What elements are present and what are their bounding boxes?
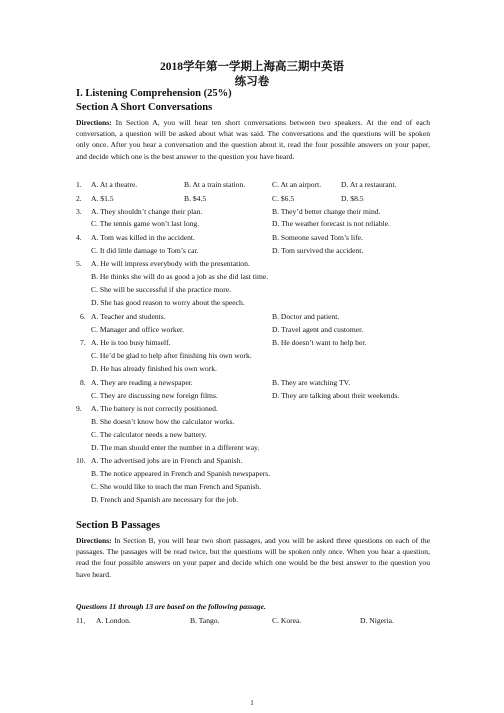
q6-option-d: D. Travel agent and customer.	[272, 325, 364, 334]
sectionB-heading: Section B Passages	[76, 520, 160, 531]
sectionA-heading: Section A Short Conversations	[76, 102, 213, 113]
passage-note: Questions 11 through 13 are based on the following passage.	[76, 602, 266, 611]
q6-option-a: A. Teacher and students.	[91, 312, 166, 321]
q9-option-d: D. The man should enter the number in a different way.	[91, 443, 260, 452]
q1-option-b: B. At a train station.	[184, 180, 246, 189]
q9-num: 9.	[76, 404, 82, 413]
q4-option-b: B. Someone saved Tom’s life.	[272, 233, 363, 242]
q3-option-d: D. The weather forecast is not reliable.	[272, 219, 390, 228]
q2-num: 2.	[76, 194, 82, 203]
q11-option-b: B. Tango.	[190, 616, 220, 625]
q5-option-b: B. He thinks she will do as good a job as she did last time.	[91, 272, 269, 281]
q7-option-d: D. He has already finished his own work.	[91, 364, 217, 373]
q8-option-c: C. They are discussing new foreign films.	[91, 391, 218, 400]
q11-option-a: A. London.	[96, 616, 131, 625]
q6-option-b: B. Doctor and patient.	[272, 312, 340, 321]
directions-lead: Directions:	[76, 118, 112, 127]
q4-option-d: D. Tom survived the accident.	[272, 246, 364, 255]
sectionB-directions	[76, 535, 430, 580]
q11-option-c: C. Korea.	[272, 616, 302, 625]
q8-option-d: D. They are talking about their weekends.	[272, 391, 400, 400]
q5-option-a: A. He will impress everybody with the presentation.	[91, 259, 250, 268]
q1-num: 1.	[76, 180, 82, 189]
title-line1: 2018学年第一学期上海高三期中英语	[160, 61, 344, 73]
q6-option-c: C. Manager and office worker.	[91, 325, 185, 334]
q4-num: 4.	[76, 233, 82, 242]
q10-option-a: A. The advertised jobs are in French and Spanish.	[91, 456, 243, 465]
q5-option-d: D. She has good reason to worry about the speech.	[91, 298, 245, 307]
q6-num: 6.	[80, 312, 86, 321]
q10-option-c: C. She would like to teach the man French and Spanish.	[91, 482, 261, 491]
q5-option-c: C. She will be successful if she practice more.	[91, 285, 232, 294]
q4-option-c: C. It did little damage to Tom’s car.	[91, 246, 199, 255]
q3-option-b: B. They’d better change their mind.	[272, 207, 381, 216]
q1-option-c: C. At an airport.	[272, 180, 322, 189]
q9-option-a: A. The battery is not correctly positioned.	[91, 404, 218, 413]
q1-option-d: D. At a restaurant.	[341, 180, 397, 189]
q3-num: 3.	[76, 207, 82, 216]
q9-option-c: C. The calculator needs a new battery.	[91, 430, 207, 439]
directions-lead: Directions:	[76, 536, 112, 545]
q7-option-a: A. He is too busy himself.	[91, 338, 171, 347]
q10-option-d: D. French and Spanish are necessary for the job.	[91, 495, 239, 504]
q1-option-a: A. At a theatre.	[91, 180, 138, 189]
directions-body: In Section B, you will hear two short passages, and you will be asked three questions on each of the passages. The passages will be read twice, but the questions will be spoken only once. When you hear a question, read the four possible answers on your paper and decide which one would be the best answer to the question you have heard.	[76, 536, 430, 579]
page-number: 1	[250, 699, 254, 707]
q5-num: 5.	[76, 259, 82, 268]
title-line2: 练习卷	[234, 76, 270, 88]
q2-option-d: D. $8.5	[341, 194, 364, 203]
q2-option-b: B. $4.5	[184, 194, 207, 203]
part1-heading: I. Listening Comprehension (25%)	[76, 88, 232, 99]
sectionA-directions	[76, 117, 430, 162]
q10-num: 10.	[76, 456, 86, 465]
q7-option-b: B. He doesn’t want to help her.	[272, 338, 367, 347]
q3-option-c: C. The tennis game won’t last long.	[91, 219, 200, 228]
q2-option-a: A. $1.5	[91, 194, 114, 203]
q3-option-a: A. They shouldn’t change their plan.	[91, 207, 203, 216]
q10-option-b: B. The notice appeared in French and Spanish newspapers.	[91, 469, 271, 478]
q4-option-a: A. Tom was killed in the accident.	[91, 233, 195, 242]
q11-num: 11．	[76, 616, 91, 625]
q8-option-b: B. They are watching TV.	[272, 378, 351, 387]
q8-option-a: A. They are reading a newspaper.	[91, 378, 193, 387]
directions-body: In Section A, you will hear ten short conversations between two speakers. At the end of each conversation, a question will be asked about what was said. The conversations and the questions will be spoken only once. After you hear a conversation and the question about it, read the four possible answers on your paper, and decide which one is the best answer to the question you have heard.	[76, 118, 430, 161]
q9-option-b: B. She doesn’t know how the calculator works.	[91, 417, 235, 426]
q11-option-d: D. Nigeria.	[360, 616, 394, 625]
q7-num: 7.	[80, 338, 86, 347]
q2-option-c: C. $6.5	[272, 194, 295, 203]
q8-num: 8.	[80, 378, 86, 387]
q7-option-c: C. He’d be glad to help after finishing his own work.	[91, 351, 252, 360]
